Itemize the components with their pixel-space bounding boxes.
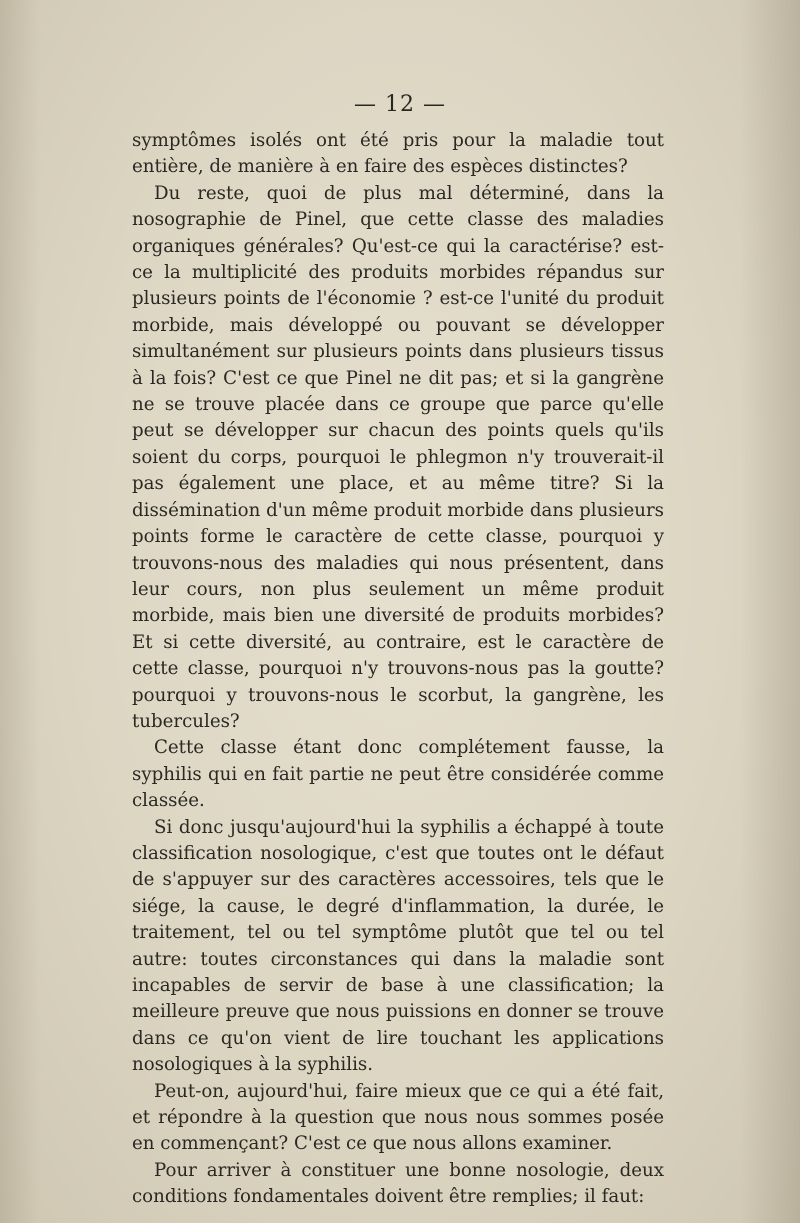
paragraph-1: symptômes isolés ont été pris pour la maladie tout entière, de manière à en faire des espèces distinctes? xyxy=(132,130,664,178)
paragraph-4: Si donc jusqu'aujourd'hui la syphilis a échappé à toute classification nosologique, c'est que toutes ont le défaut de s'appuyer sur des caractères accessoires, tels que le siége, la cause, le degré d'inflammation, la durée, le traitement, tel ou tel symptôme plutôt que tel ou tel autre: toutes circonstances qui dans la maladie sont incapables de servir de base à une classification; la meilleure preuve que nous puissions en donner se trouve dans ce qu'on vient de lire touchant les applications nosologiques à la syphilis. xyxy=(132,816,664,1076)
body-text xyxy=(132,128,664,1211)
paragraph-2: Du reste, quoi de plus mal déterminé, dans la nosographie de Pinel, que cette classe des maladies organiques générales? Qu'est-ce qui la caractérise? est-ce la multiplicité des produits morbides répandus sur plusieurs points de l'économie ? est-ce l'unité du produit morbide, mais développé ou pouvant se développer simultanément sur plusieurs points dans plusieurs tissus à la fois? C'est ce que Pinel ne dit pas; et si la gangrène ne se trouve placée dans ce groupe que parce qu'elle peut se développer sur chacun des points quels qu'ils soient du corps, pourquoi le phlegmon n'y trouverait-il pas également une place, et au même titre? Si la dissémination d'un même produit morbide dans plusieurs points forme le caractère de cette classe, pourquoi y trouvons-nous des maladies qui nous présentent, dans leur cours, non plus seulement un même produit morbide, mais bien une diversité de produits morbides? Et si cette diversité, au contraire, est le caractère de cette classe, pourquoi n'y trouvons-nous pas la goutte? pourquoi y trouvons-nous le scorbut, la gangrène, les tubercules? xyxy=(132,182,664,732)
page-number: — 12 — xyxy=(354,92,446,117)
paragraph-6: Pour arriver à constituer une bonne nosologie, deux conditions fondamentales doivent être remplies; il faut: xyxy=(132,1159,664,1208)
paragraph-3: Cette classe étant donc complétement fausse, la syphilis qui en fait partie ne peut être considérée comme classée. xyxy=(132,737,664,812)
paragraph-5: Peut-on, aujourd'hui, faire mieux que ce qui a été fait, et répondre à la question que nous nous sommes posée en commençant? C'est ce que nous allons examiner. xyxy=(132,1080,664,1155)
